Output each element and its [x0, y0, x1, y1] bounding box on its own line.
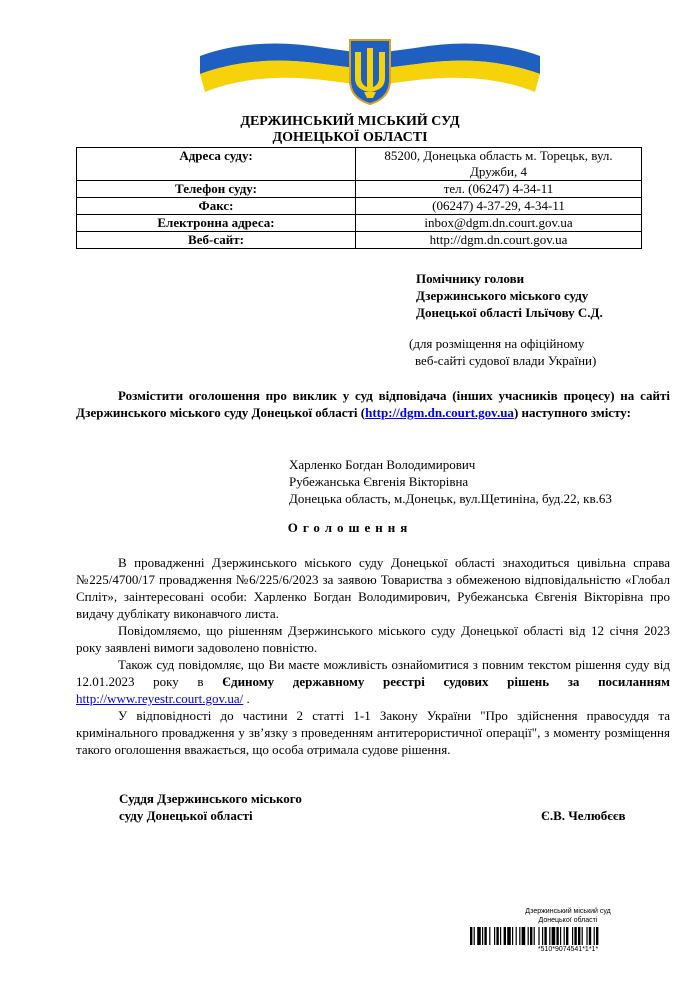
table-row: [77, 215, 642, 232]
judge-name: Є.В. Челюбєєв: [541, 808, 626, 823]
fax-label: Факс:: [77, 198, 356, 215]
request-text-before: Розмістити оголошення про виклик у суд відповідача (інших учасників процесу) на сайті Дзержинського міського суду Донецької області (: [76, 388, 670, 420]
addressee-line2: Дзержинського міського суду: [416, 288, 589, 303]
paragraph3-bold-text: Єдиному державному реєстрі судових рішень за посиланням: [222, 674, 670, 689]
notice-heading: Оголошення: [287, 520, 413, 535]
party-address: Донецька область, м.Донецьк, вул.Щетиніна, буд.22, кв.63: [289, 491, 612, 506]
stamp-line2: Донецької області: [538, 917, 598, 924]
address-label: Адреса суду:: [77, 148, 356, 181]
court-website-link[interactable]: http://dgm.dn.court.gov.ua: [365, 405, 514, 420]
stamp-line1: Дзержинський міський суд: [525, 908, 611, 915]
notice-paragraph-4: У відповідності до частини 2 статті 1-1 Закону України "Про здійснення правосуддя та кримінального провадження у зв’язку з проведенням антитерористичної операції", з моменту розміщення такого оголошення вважається, що особа отримала судове рішення.: [76, 708, 670, 757]
table-row: [77, 198, 642, 215]
phone-label: Телефон суду:: [77, 181, 356, 198]
placement-note-line2: веб-сайті судової влади України): [415, 353, 597, 368]
email-label: Електронна адреса:: [77, 215, 356, 232]
table-row: [77, 148, 642, 181]
paragraph3-text-before: Також суд повідомляє, що Ви маєте можливість ознайомитися з повним текстом рішення суду від 12.01.2023 року в: [76, 657, 670, 689]
coat-of-arms-emblem: [195, 18, 545, 108]
court-name-line1: ДЕРЖИНСЬКИЙ МІСЬКИЙ СУД: [240, 114, 460, 129]
registration-stamp: [462, 907, 674, 954]
placement-note-line1: (для розміщення на офіційному: [409, 336, 585, 351]
notice-body: [76, 554, 670, 758]
website-label: Веб-сайт:: [77, 232, 356, 249]
barcode-text: *510*9074541*1*1*: [537, 946, 599, 953]
registry-link[interactable]: http://www.reyestr.court.gov.ua/: [76, 691, 244, 706]
placement-note: [409, 335, 596, 369]
address-value: 85200, Донецька область м. Торецьк, вул. Дружби, 4: [356, 148, 642, 181]
party-name-2: Рубежанська Євгенія Вікторівна: [289, 474, 469, 489]
signature-block: [119, 790, 302, 824]
notice-paragraph-1: В провадженні Дзержинського міського суду Донецької області знаходиться цивільна справа №225/4700/17 провадження №6/225/6/2023 за заявою Товариства з обмеженою відповідальністю «Глобал Спліт», заінтересовані особи: Харленко Богдан Володимирович, Рубежанська Євгенія Вікторівна про видачу дублікату виконавчого листа.: [76, 555, 670, 621]
fax-value: (06247) 4-37-29, 4-34-11: [356, 198, 642, 215]
website-value: http://dgm.dn.court.gov.ua: [356, 232, 642, 249]
party-name-1: Харленко Богдан Володимирович: [289, 457, 476, 472]
phone-value: тел. (06247) 4-34-11: [356, 181, 642, 198]
parties-block: [289, 456, 612, 507]
request-paragraph: [76, 387, 670, 421]
table-row: [77, 232, 642, 249]
paragraph3-text-after: .: [243, 691, 250, 706]
notice-paragraph-2: Повідомляємо, що рішенням Дзержинського міського суду Донецької області від 12 січня 2023 року заявлені вимоги задоволено повністю.: [76, 623, 670, 655]
email-value: inbox@dgm.dn.court.gov.ua: [356, 215, 642, 232]
signature-line2: суду Донецької області: [119, 808, 253, 823]
request-text-after: ) наступного змісту:: [513, 405, 631, 420]
table-row: [77, 181, 642, 198]
contacts-table: [76, 147, 642, 249]
addressee-line1: Помічнику голови: [416, 271, 525, 286]
addressee-block: [416, 270, 603, 321]
notice-paragraph-3: [76, 656, 670, 707]
addressee-line3: Донецької області Ільїчову С.Д.: [416, 305, 603, 320]
court-name-line2: ДОНЕЦЬКОЇ ОБЛАСТІ: [272, 130, 428, 145]
signature-line1: Суддя Дзержинського міського: [119, 791, 302, 806]
barcode-icon: [468, 927, 668, 945]
